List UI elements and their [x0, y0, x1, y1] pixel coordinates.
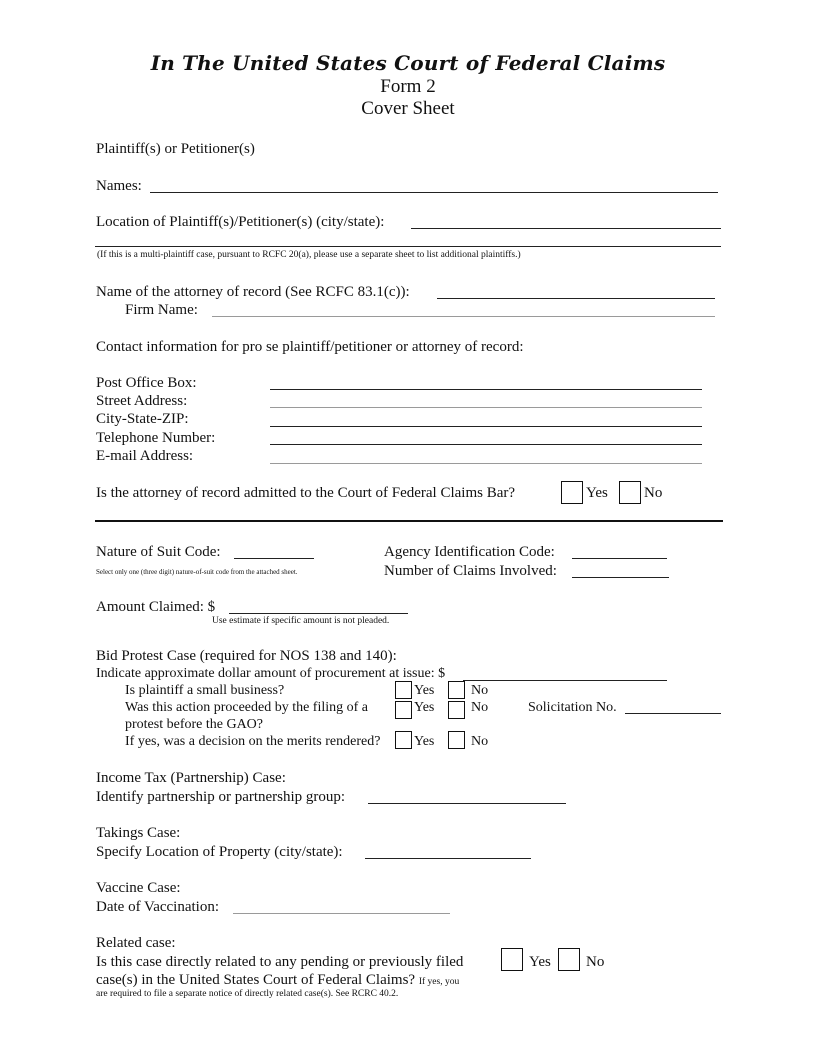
bid-heading: Bid Protest Case (required for NOS 138 and 140):: [96, 648, 397, 664]
related-note-inline: If yes, you: [418, 977, 460, 987]
phone-label: Telephone Number:: [96, 430, 216, 446]
partnership-label: Identify partnership or partnership group:: [96, 789, 346, 805]
bar-no-label: No: [644, 485, 663, 501]
solicitation-label: Solicitation No.: [528, 700, 617, 715]
street-label: Street Address:: [96, 393, 188, 409]
bar-yes-label: Yes: [586, 485, 608, 501]
related-question-line2: [96, 971, 459, 989]
small-business-yes-checkbox[interactable]: [395, 681, 412, 699]
property-location-field[interactable]: [365, 858, 531, 859]
small-business-yes-label: Yes: [414, 683, 435, 698]
bar-yes-checkbox[interactable]: [561, 481, 583, 504]
related-yes-checkbox[interactable]: [501, 948, 523, 971]
amount-note: Use estimate if specific amount is not pleaded.: [212, 616, 390, 626]
solicitation-field[interactable]: [625, 713, 721, 714]
vaccination-date-field[interactable]: [233, 913, 450, 914]
contact-heading: Contact information for pro se plaintiff/petitioner or attorney of record:: [96, 339, 524, 355]
small-business-no-checkbox[interactable]: [448, 681, 465, 699]
related-heading: Related case:: [96, 935, 176, 951]
multi-plaintiff-note: (If this is a multi-plaintiff case, pursuant to RCFC 20(a), please use a separate sheet to list additional plaintiffs.): [97, 250, 521, 260]
form-number: Form 2: [380, 76, 436, 97]
names-label: Names:: [96, 178, 142, 194]
small-business-no-label: No: [471, 683, 489, 698]
procurement-field[interactable]: [463, 680, 667, 681]
claims-field[interactable]: [572, 577, 669, 578]
related-no-label: No: [586, 954, 605, 970]
related-yes-label: Yes: [529, 954, 551, 970]
plaintiff-section-label: Plaintiff(s) or Petitioner(s): [96, 141, 255, 157]
gao-no-label: No: [471, 700, 489, 715]
bar-question: Is the attorney of record admitted to the Court of Federal Claims Bar?: [96, 485, 516, 501]
amount-field[interactable]: [229, 613, 408, 614]
po-box-label: Post Office Box:: [96, 375, 197, 391]
merits-yes-label: Yes: [414, 734, 435, 749]
claims-label: Number of Claims Involved:: [384, 563, 557, 579]
po-box-field[interactable]: [270, 389, 702, 390]
agency-field[interactable]: [572, 558, 667, 559]
street-field[interactable]: [270, 407, 702, 408]
merits-yes-checkbox[interactable]: [395, 731, 412, 749]
gao-yes-checkbox[interactable]: [395, 701, 412, 719]
nos-note: Select only one (three digit) nature-of-suit code from the attached sheet.: [96, 568, 298, 576]
property-location-label: Specify Location of Property (city/state):: [96, 844, 343, 860]
court-title: In The United States Court of Federal Claims: [150, 51, 666, 75]
merits-no-checkbox[interactable]: [448, 731, 465, 749]
related-question-text: case(s) in the United States Court of Federal Claims?: [96, 972, 416, 988]
related-question-line1: Is this case directly related to any pending or previously filed: [96, 954, 464, 970]
vaccine-heading: Vaccine Case:: [96, 880, 181, 896]
merits-no-label: No: [471, 734, 489, 749]
page-title: Cover Sheet: [361, 98, 455, 119]
takings-heading: Takings Case:: [96, 825, 181, 841]
income-tax-heading: Income Tax (Partnership) Case:: [96, 770, 286, 786]
firm-name-field[interactable]: [212, 316, 715, 317]
location-label: Location of Plaintiff(s)/Petitioner(s) (city/state):: [96, 214, 385, 230]
gao-yes-label: Yes: [414, 700, 435, 715]
partnership-field[interactable]: [368, 803, 566, 804]
location-field[interactable]: [411, 228, 721, 229]
gao-no-checkbox[interactable]: [448, 701, 465, 719]
nos-label: Nature of Suit Code:: [96, 544, 221, 560]
amount-label: Amount Claimed: $: [96, 599, 216, 615]
procurement-label: Indicate approximate dollar amount of procurement at issue: $: [96, 666, 446, 681]
nos-field[interactable]: [234, 558, 314, 559]
city-label: City-State-ZIP:: [96, 411, 189, 427]
agency-label: Agency Identification Code:: [384, 544, 555, 560]
firm-name-label: Firm Name:: [125, 302, 198, 318]
merits-question: If yes, was a decision on the merits rendered?: [125, 734, 381, 749]
email-label: E-mail Address:: [96, 448, 194, 464]
related-note: are required to file a separate notice of directly related case(s). See RCRC 40.2.: [96, 989, 399, 999]
attorney-name-label: Name of the attorney of record (See RCFC 83.1(c)):: [96, 284, 410, 300]
attorney-name-field[interactable]: [437, 298, 715, 299]
small-business-question: Is plaintiff a small business?: [125, 683, 285, 698]
gao-question-line2: protest before the GAO?: [125, 717, 264, 732]
bar-no-checkbox[interactable]: [619, 481, 641, 504]
email-field[interactable]: [270, 463, 702, 464]
city-field[interactable]: [270, 426, 702, 427]
names-field[interactable]: [150, 192, 718, 193]
location-field-continued[interactable]: [95, 246, 721, 247]
phone-field[interactable]: [270, 444, 702, 445]
gao-question-line1: Was this action proceeded by the filing of a: [125, 700, 369, 715]
related-no-checkbox[interactable]: [558, 948, 580, 971]
vaccination-date-label: Date of Vaccination:: [96, 899, 220, 915]
section-divider: [95, 520, 723, 522]
